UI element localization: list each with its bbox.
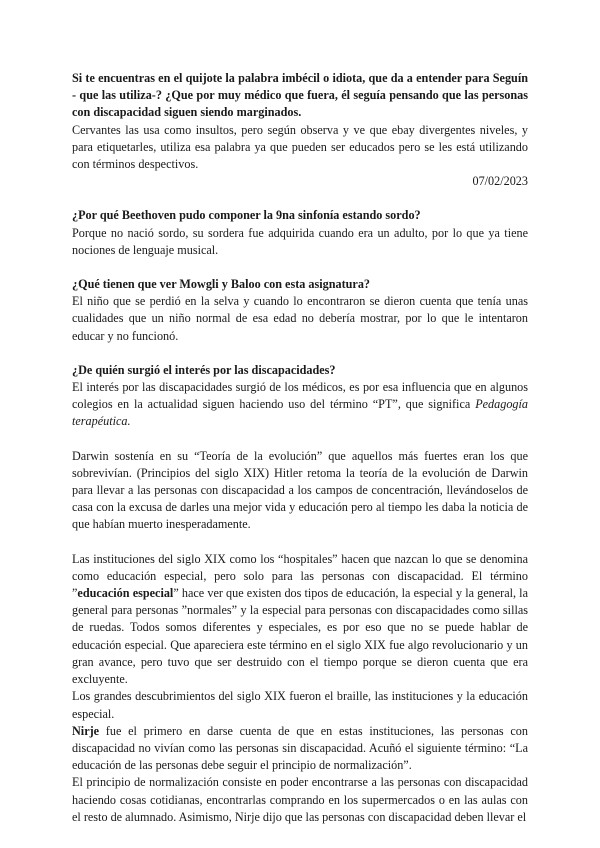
answer-imbecil: Cervantes las usa como insultos, pero según observa y ve que ebay divergentes niveles, y para etiquetarles, utiliza esa palabra ya que pueden ser educados pero se les está utilizando con términos despectivos. [72,122,528,172]
nirje-text: fue el primero en darse cuenta de que en estas instituciones, las personas con discapacidad no vivían como las personas sin discapacidad. Acuñó el siguiente término: “La educación de las personas debe seguir el principio de normalización”. [72,723,528,773]
question-imbecil: Si te encuentras en el quijote la palabra imbécil o idiota, que da a entender para Seguín - que las utiliza-? ¿Que por muy médico que fuera, él seguía pensando que las personas con discapacidad siguen siendo marginados. [72,71,528,120]
paragraph-nirje [72,723,528,775]
paragraph-darwin: Darwin sostenía en su “Teoría de la evolución” que aquellos más fuertes eran los que sobrevivían. (Principios del siglo XIX) Hitler retoma la teoría de la evolución de Darwin para llevar a las personas con discapacidad a los campos de concentración, llevándoselos de casa con la excusa de darles una mejor vida y educación pero al tiempo les daba la noticia de que habían muerto inesperadamente. [72,448,528,532]
paragraph-instituciones [72,551,528,689]
instituciones-text-b: ” hace ver que existen dos tipos de educación, la especial y la general, la general para personas ”normales” y la especial para personas con discapacidades como sillas de ruedas. Todos somos diferentes y especiales, es por eso que no se puede hablar de educación especial. Que apareciera este término en el siglo XIX fue algo revolucionario y un gran avance, pero tuvo que ser destruido con el tiempo porque se dieron cuenta que era excluyente. [72,586,528,687]
instituciones-text-a: Las instituciones del siglo XIX como los “hospitales” hacen que nazcan lo que se denomina como educación especial, pero solo para las personas con discapacidad. El término ” [72,551,528,601]
question-mowgli: ¿Qué tienen que ver Mowgli y Baloo con esta asignatura? [72,277,371,292]
date: 07/02/2023 [472,174,528,189]
question-beethoven: ¿Por qué Beethoven pudo componer la 9na sinfonía estando sordo? [72,208,421,223]
paragraph-descubrimientos: Los grandes descubrimientos del siglo XIX fueron el braille, las instituciones y la educación especial. [72,689,528,721]
answer-interes [72,379,528,431]
pedagogia-terapeutica: Pedagogía terapéutica. [72,397,528,429]
paragraph-principio: El principio de normalización consiste en poder encontrarse a las personas con discapacidad haciendo cosas cotidianas, encontrarlas comprando en los supermercados o en las aulas con el resto de alumnado. Asimismo, Nirje dijo que las personas con discapacidad deben llevar el [72,775,528,824]
answer-mowgli: El niño que se perdió en la selva y cuando lo encontraron se dieron cuenta que tenía unas cualidades que un niño normal de esa edad no debería mostrar, por lo que le intentaron educar y no funcionó. [72,294,528,343]
question-interes: ¿De quién surgió el interés por las discapacidades? [72,362,336,377]
educacion-especial-term: educación especial [77,586,174,601]
answer-beethoven: Porque no nació sordo, su sordera fue adquirida cuando era un adulto, por lo que ya tiene nociones de lenguaje musical. [72,225,528,257]
answer-interes-text: El interés por las discapacidades surgió de los médicos, es por esa influencia que en algunos colegios en la actualidad siguen haciendo uso del término “PT”, que significa [72,380,528,412]
nirje-name: Nirje [72,723,100,738]
